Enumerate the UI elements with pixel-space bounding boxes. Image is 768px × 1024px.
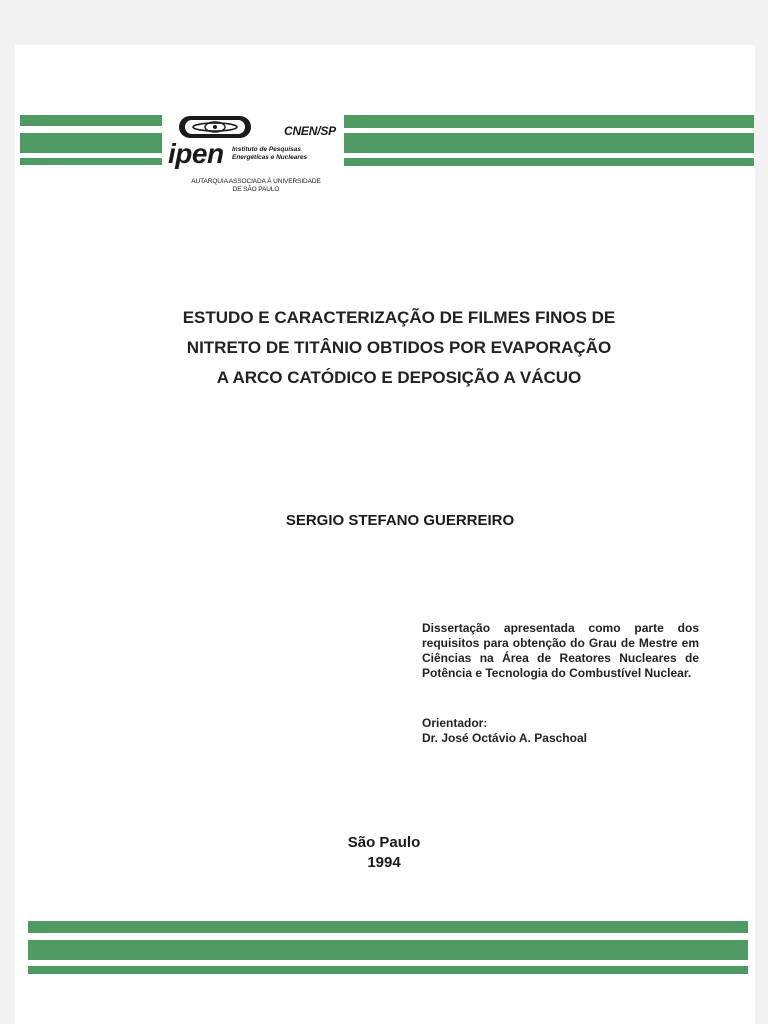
- place-and-year: [284, 833, 484, 873]
- top-band-right-2: [344, 133, 754, 153]
- top-band-right-3: [344, 158, 754, 166]
- advisor-label: Orientador:: [422, 716, 488, 730]
- title-line-2: NITRETO DE TITÂNIO OBTIDOS POR EVAPORAÇÃO: [186, 338, 612, 357]
- agency-label: CNEN/SP: [284, 124, 336, 138]
- title-line-3: A ARCO CATÓDICO E DEPOSIÇÃO A VÁCUO: [216, 368, 582, 387]
- institute-name: [232, 146, 342, 162]
- top-band-left-2: [20, 133, 162, 153]
- institute-acronym: ipen: [168, 138, 224, 169]
- dissertation-note: Dissertação apresentada como parte dos requisitos para obtenção do Grau de Mestre em Ciências na Área de Reatores Nucleares de Potência e Tecnologia do Combustível Nuclear.: [422, 621, 699, 680]
- top-band-right-1: [344, 115, 754, 128]
- bottom-band-2: [28, 940, 748, 960]
- year: 1994: [367, 854, 401, 871]
- bottom-band-1: [28, 921, 748, 933]
- affiliation-line1: AUTARQUIA ASSOCIADA À UNIVERSIDADE: [191, 178, 321, 185]
- top-band-left-3: [20, 158, 162, 165]
- affiliation-line2: DE SÃO PAULO: [232, 186, 280, 193]
- author-name: SERGIO STEFANO GUERREIRO: [285, 512, 515, 529]
- city: São Paulo: [347, 834, 421, 851]
- advisor-block: [422, 716, 699, 746]
- ipen-atom-logo-icon: [178, 115, 252, 139]
- affiliation-text: [170, 178, 342, 194]
- advisor-name: Dr. José Octávio A. Paschoal: [422, 731, 587, 745]
- page-sheet: [15, 45, 755, 1024]
- thesis-title: [110, 303, 688, 393]
- bottom-band-3: [28, 966, 748, 974]
- top-band-left-1: [20, 115, 162, 126]
- institute-name-line2: Energéticas e Nucleares: [232, 154, 308, 161]
- institute-name-line1: Instituto de Pesquisas: [232, 146, 301, 153]
- institution-logo-block: [166, 110, 344, 200]
- title-line-1: ESTUDO E CARACTERIZAÇÃO DE FILMES FINOS DE: [182, 308, 616, 327]
